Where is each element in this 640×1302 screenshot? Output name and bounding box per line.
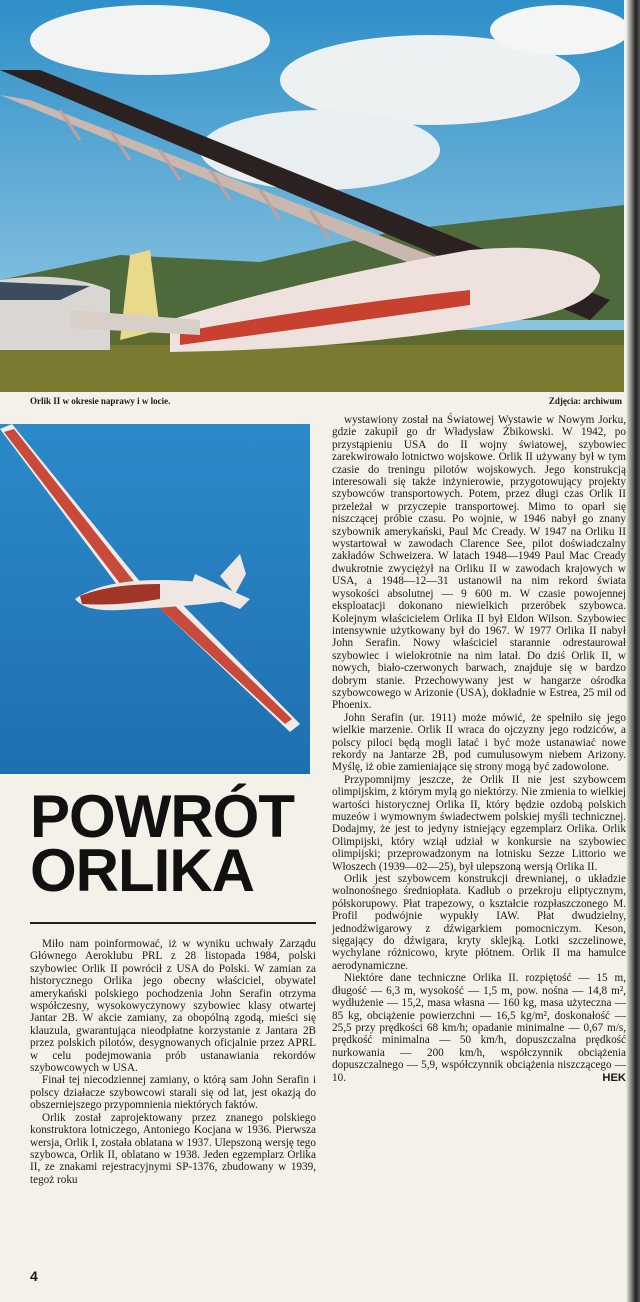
paragraph: Niektóre dane techniczne Orlika II. rozpiętość — 15 m, długość — 6,3 m, wysokość — 1,5 m, pow. nośna — 14,8 m², wydłużenie — 15,2, masa własna — 160 kg, masa użyteczna — 85 kg, obciążenie powierzchni — 16,5 kg/m², doskonałość — 25,5 przy prędkości 68 km/h; opadanie minimalne — 0,67 m/s, prędkość minimalna — 50 km/h, dopuszczalna prędkość nurkowania — 200 km/h, współczynnik obciążenia dopuszczalnego — 5,9, współczynnik obciążenia niszczącego — 10.	[332, 972, 626, 1084]
paragraph: Orlik został zaprojektowany przez znanego polskiego konstruktora lotniczego, Antoniego Kocjana w 1936. Pierwsza wersja, Orlik I, została oblatana w 1937. Ulepszoną wersję tego szybowca, Orlik II, oblatano w 1938. Jeden egzemplarz Orlika II, ze znakami rejestracyjnymi SP-1376, zbudowany w 1939, tegoż roku	[30, 1111, 316, 1186]
paragraph: Finał tej niecodziennej zamiany, o którą sam John Serafin i polscy działacze szybowcowi starali się od lat, jest okazją do obszerniejszego przypomnienia niektórych faktów.	[30, 1074, 316, 1112]
photo-credit: Zdjęcia: archiwum	[548, 396, 622, 406]
article-title	[30, 783, 330, 904]
page-number: 4	[30, 1268, 38, 1284]
title-line-2: ORLIKA	[30, 837, 254, 904]
photo-glider-on-ground	[0, 0, 624, 392]
page-edge	[626, 0, 640, 1302]
paragraph: wystawiony został na Światowej Wystawie w Nowym Jorku, gdzie zakupił go dr Władysław Żbikowski. W 1942, po przystąpieniu USA do II wojny światowej, szybowiec zarekwirowało lotnictwo wojskowe. Orlik II używany był w tym czasie do treningu pilotów wojskowych. Jego konstrukcją interesowali się także inżynierowie, przygotowujący projekty szybowców transportowych. Potem, przez długi czas Orlik II przeleżał w przyczepie transportowej. Mimo to oparł się niszczącej próbie czasu. Po wojnie, w 1946 nabył go znany szybownik amerykański, Paul Mc Cready. W 1947 na Orliku II wystartował w zawodach Clarence See, pilot doświadczalny zakładów Schweizera. W latach 1948—1949 Paul Mac Cready dwukrotnie zwyciężył na Orliku II w zawodach krajowych w USA, a 1948—12—31 ustanowił na nim rekord świata wysokości absolutnej — 9 600 m. W czasie powojennej eksploatacji dokonano niewielkich przeróbek szybowca. Kolejnym właścicielem Orlika II był Eldon Wilson. Szybowiec intensywnie użytkowany był do 1967. W 1977 Orlika II nabył John Serafin. Nowy właściciel starannie odrestaurował szybowiec i wielokrotnie na nim latał. Do dziś Orlik II, w nowych, biało-czerwonych barwach, znajduje się w bardzo dobrym stanie. Przechowywany jest w hangarze ośrodka szybowcowego w Arizonie (USA), dokładnie w Estrea, 25 mil od Phoenix.	[332, 414, 626, 712]
article-column-left	[30, 938, 316, 1186]
paragraph: Orlik jest szybowcem konstrukcji drewnianej, o układzie wolnonośnego średniopłata. Kadłub o przekroju eliptycznym, półskorupowy. Płat trapezowy, o kształcie rozpłaszczonego M. Profil podwójnie wypukły IAW. Płat dwudzielny, jednodźwigarowy z dźwigarkiem pomocniczym. Keson, sięgający do dźwigara, kryty sklejką. Lotki szczelinowe, wychylane różnicowo, kryte płótnem. Orlik II ma hamulce aerodynamiczne.	[332, 873, 626, 972]
author-signature: HEK	[602, 1071, 626, 1084]
photo-caption-row	[30, 396, 622, 410]
article-column-right	[332, 414, 626, 1084]
paragraph: Miło nam poinformować, iż w wyniku uchwały Zarządu Głównego Aeroklubu PRL z 28 listopada 1984, polski szybowiec Orlik II powrócił z USA do Polski. W zamian za historycznego Orlika jego obecny właściciel, obywatel amerykański polskiego pochodzenia John Serafin otrzyma współczesny, wysokowyczynowy szybowiec klasy otwartej Jantar 2B. W akcie zamiany, za obopólną zgodą, mieści się klauzula, gwarantująca nieodpłatne korzystanie z Jantara 2B przez polskich pilotów, desygnowanych oficjalnie przez APRL w celu podejmowania prób ustanawiania rekordów szybowcowych w USA.	[30, 938, 316, 1075]
photo-caption: Orlik II w okresie naprawy i w locie.	[30, 396, 171, 406]
paragraph: Przypomnijmy jeszcze, że Orlik II nie jest szybowcem olimpijskim, z którym mylą go niektórzy. Nie zmienia to wielkiej wartości historycznej Orlika II, który będzie ozdobą polskich muzeów i wymownym świadectwem polskiej myśli technicznej. Dodajmy, że jest to jedyny istniejący egzemplarz Orlika. Orlik Olimpijski, który wziął udział w konkursie na szybowiec olimpijski; przeprowadzonym na lotnisku Sezze Littorio we Włoszech (1939—02—25), był ulepszoną wersją Orlika II.	[332, 773, 626, 873]
title-line-1: POWRÓT	[30, 783, 294, 850]
title-divider	[30, 922, 316, 924]
paragraph: John Serafin (ur. 1911) może mówić, że spełniło się jego wielkie marzenie. Orlik II wraca do ojczyzny jego rodziców, a polscy piloci będą mogli latać i być może ustanawiać nowe rekordy na Jantarze 2B, pod cumulusowym niebem Arizony. Myślę, iż obie zamieniające się strony mogą być zadowolone.	[332, 711, 626, 774]
photo-glider-in-flight	[0, 424, 310, 774]
